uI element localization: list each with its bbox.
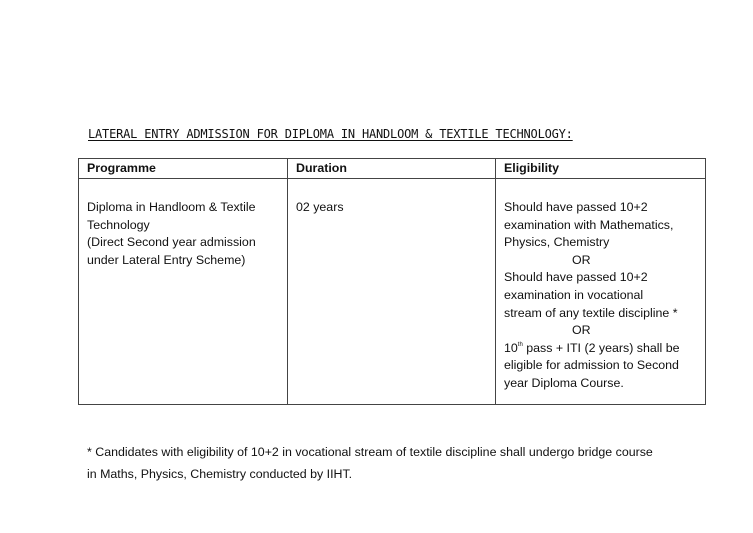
header-programme: Programme [79,159,288,179]
eligibility-line: examination in vocational [504,287,644,302]
programme-line: under Lateral Entry Scheme) [87,252,246,267]
programme-cell [79,179,288,405]
eligibility-line: Should have passed 10+2 [504,200,648,214]
footnote-line: * Candidates with eligibility of 10+2 in vocational stream of textile discipline shall undergo bridge course [87,445,653,459]
duration-cell [288,179,496,405]
or-separator: OR [572,252,591,267]
header-duration: Duration [288,159,496,179]
eligibility-line: Physics, Chemistry [504,235,610,250]
admission-table [78,158,706,405]
tenth-suffix: th [517,341,523,348]
eligibility-line [504,340,699,358]
footnote-line: in Maths, Physics, Chemistry conducted by IIHT. [87,467,353,481]
eligibility-line: examination with Mathematics, [504,217,674,232]
eligibility-line: stream of any textile discipline * [504,305,678,320]
table-header-row [79,159,706,179]
programme-line: Technology [87,217,150,232]
iti-text: pass + ITI (2 years) shall be [522,340,680,355]
footnote [87,441,727,485]
programme-line: Diploma in Handloom & Textile [87,200,256,214]
page-title: LATERAL ENTRY ADMISSION FOR DIPLOMA IN HANDLOOM & TEXTILE TECHNOLOGY: [88,127,573,141]
eligibility-line: year Diploma Course. [504,375,624,390]
or-separator: OR [572,323,591,338]
programme-line: (Direct Second year admission [87,235,256,250]
header-eligibility: Eligibility [496,159,706,179]
tenth-number: 10 [504,340,518,355]
eligibility-line: eligible for admission to Second [504,358,679,373]
eligibility-line: Should have passed 10+2 [504,270,648,285]
table-row [79,179,706,405]
eligibility-cell [496,179,706,405]
duration-value: 02 years [296,200,344,214]
